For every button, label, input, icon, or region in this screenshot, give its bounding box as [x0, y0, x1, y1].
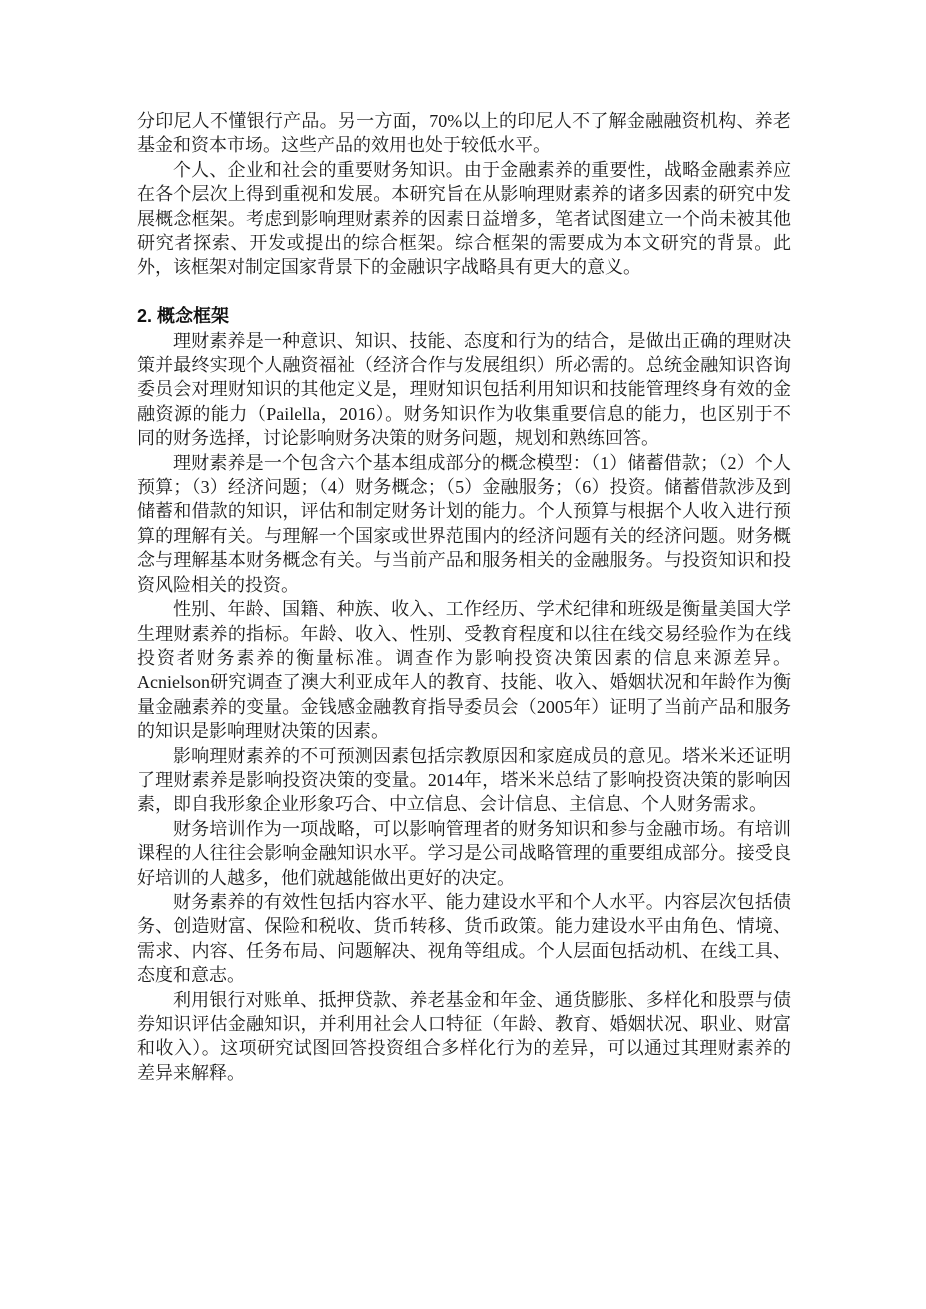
paragraph-financial-training: 财务培训作为一项战略，可以影响管理者的财务知识和参与金融市场。有培训课程的人往往会影响金融知识水平。学习是公司战略管理的重要组成部分。接受良好培训的人越多，他们就越能做出更好的决定。 [137, 818, 791, 888]
paragraph-unpredictable-factors: 影响理财素养的不可预测因素包括宗教原因和家庭成员的意见。塔米米还证明了理财素养是影响投资决策的变量。2014年，塔米米总结了影响投资决策的影响因素，即自我形象企业形象巧合、中立信息、会计信息、主信息、个人财务需求。 [137, 745, 791, 815]
paragraph-continuation: 分印尼人不懂银行产品。另一方面，70%以上的印尼人不了解金融融资机构、养老基金和资本市场。这些产品的效用也处于较低水平。 [137, 111, 791, 156]
paragraph-demographic-indicators: 性别、年龄、国籍、种族、收入、工作经历、学术纪律和班级是衡量美国大学生理财素养的指标。年龄、收入、性别、受教育程度和以往在线交易经验作为在线投资者财务素养的衡量标准。调查作为影响投资决策因素的信息来源差异。Acnielson研究调查了澳大利亚成年人的教育、技能、收入、婚姻状况和年龄作为衡量金融素养的变量。金钱感金融教育指导委员会（2005年）证明了当前产品和服务的知识是影响理财决策的因素。 [137, 599, 791, 742]
paragraph-definition: 理财素养是一种意识、知识、技能、态度和行为的结合，是做出正确的理财决策并最终实现个人融资福祉（经济合作与发展组织）所必需的。总统金融知识咨询委员会对理财知识的其他定义是，理财知识包括利用知识和技能管理终身有效的金融资源的能力（Pailella，2016）。财务知识作为收集重要信息的能力，也区别于不同的财务选择，讨论影响财务决策的财务问题，规划和熟练回答。 [137, 330, 791, 449]
paragraph-effectiveness-levels: 财务素养的有效性包括内容水平、能力建设水平和个人水平。内容层次包括债务、创造财富、保险和税收、货币转移、货币政策。能力建设水平由角色、情境、需求、内容、任务布局、问题解决、视角等组成。个人层面包括动机、在线工具、态度和意志。 [137, 891, 791, 986]
paragraph-intro: 个人、企业和社会的重要财务知识。由于金融素养的重要性，战略金融素养应在各个层次上得到重视和发展。本研究旨在从影响理财素养的诸多因素的研究中发展概念框架。考虑到影响理财素养的因素日益增多，笔者试图建立一个尚未被其他研究者探索、开发或提出的综合框架。综合框架的需要成为本文研究的背景。此外，该框架对制定国家背景下的金融识字战略具有更大的意义。 [137, 159, 791, 278]
paragraph-six-components: 理财素养是一个包含六个基本组成部分的概念模型：（1）储蓄借款；（2）个人预算；（3）经济问题；（4）财务概念；（5）金融服务；（6）投资。储蓄借款涉及到储蓄和借款的知识，评估和制定财务计划的能力。个人预算与根据个人收入进行预算的理解有关。与理解一个国家或世界范围内的经济问题有关的经济问题。财务概念与理解基本财务概念有关。与当前产品和服务相关的金融服务。与投资知识和投资风险相关的投资。 [137, 452, 791, 595]
section-heading-conceptual-framework: 2. 概念框架 [137, 306, 230, 327]
paragraph-bank-statements: 利用银行对账单、抵押贷款、养老基金和年金、通货膨胀、多样化和股票与债券知识评估金融知识，并利用社会人口特征（年龄、教育、婚姻状况、职业、财富和收入）。这项研究试图回答投资组合多样化行为的差异，可以通过其理财素养的差异来解释。 [137, 989, 791, 1083]
